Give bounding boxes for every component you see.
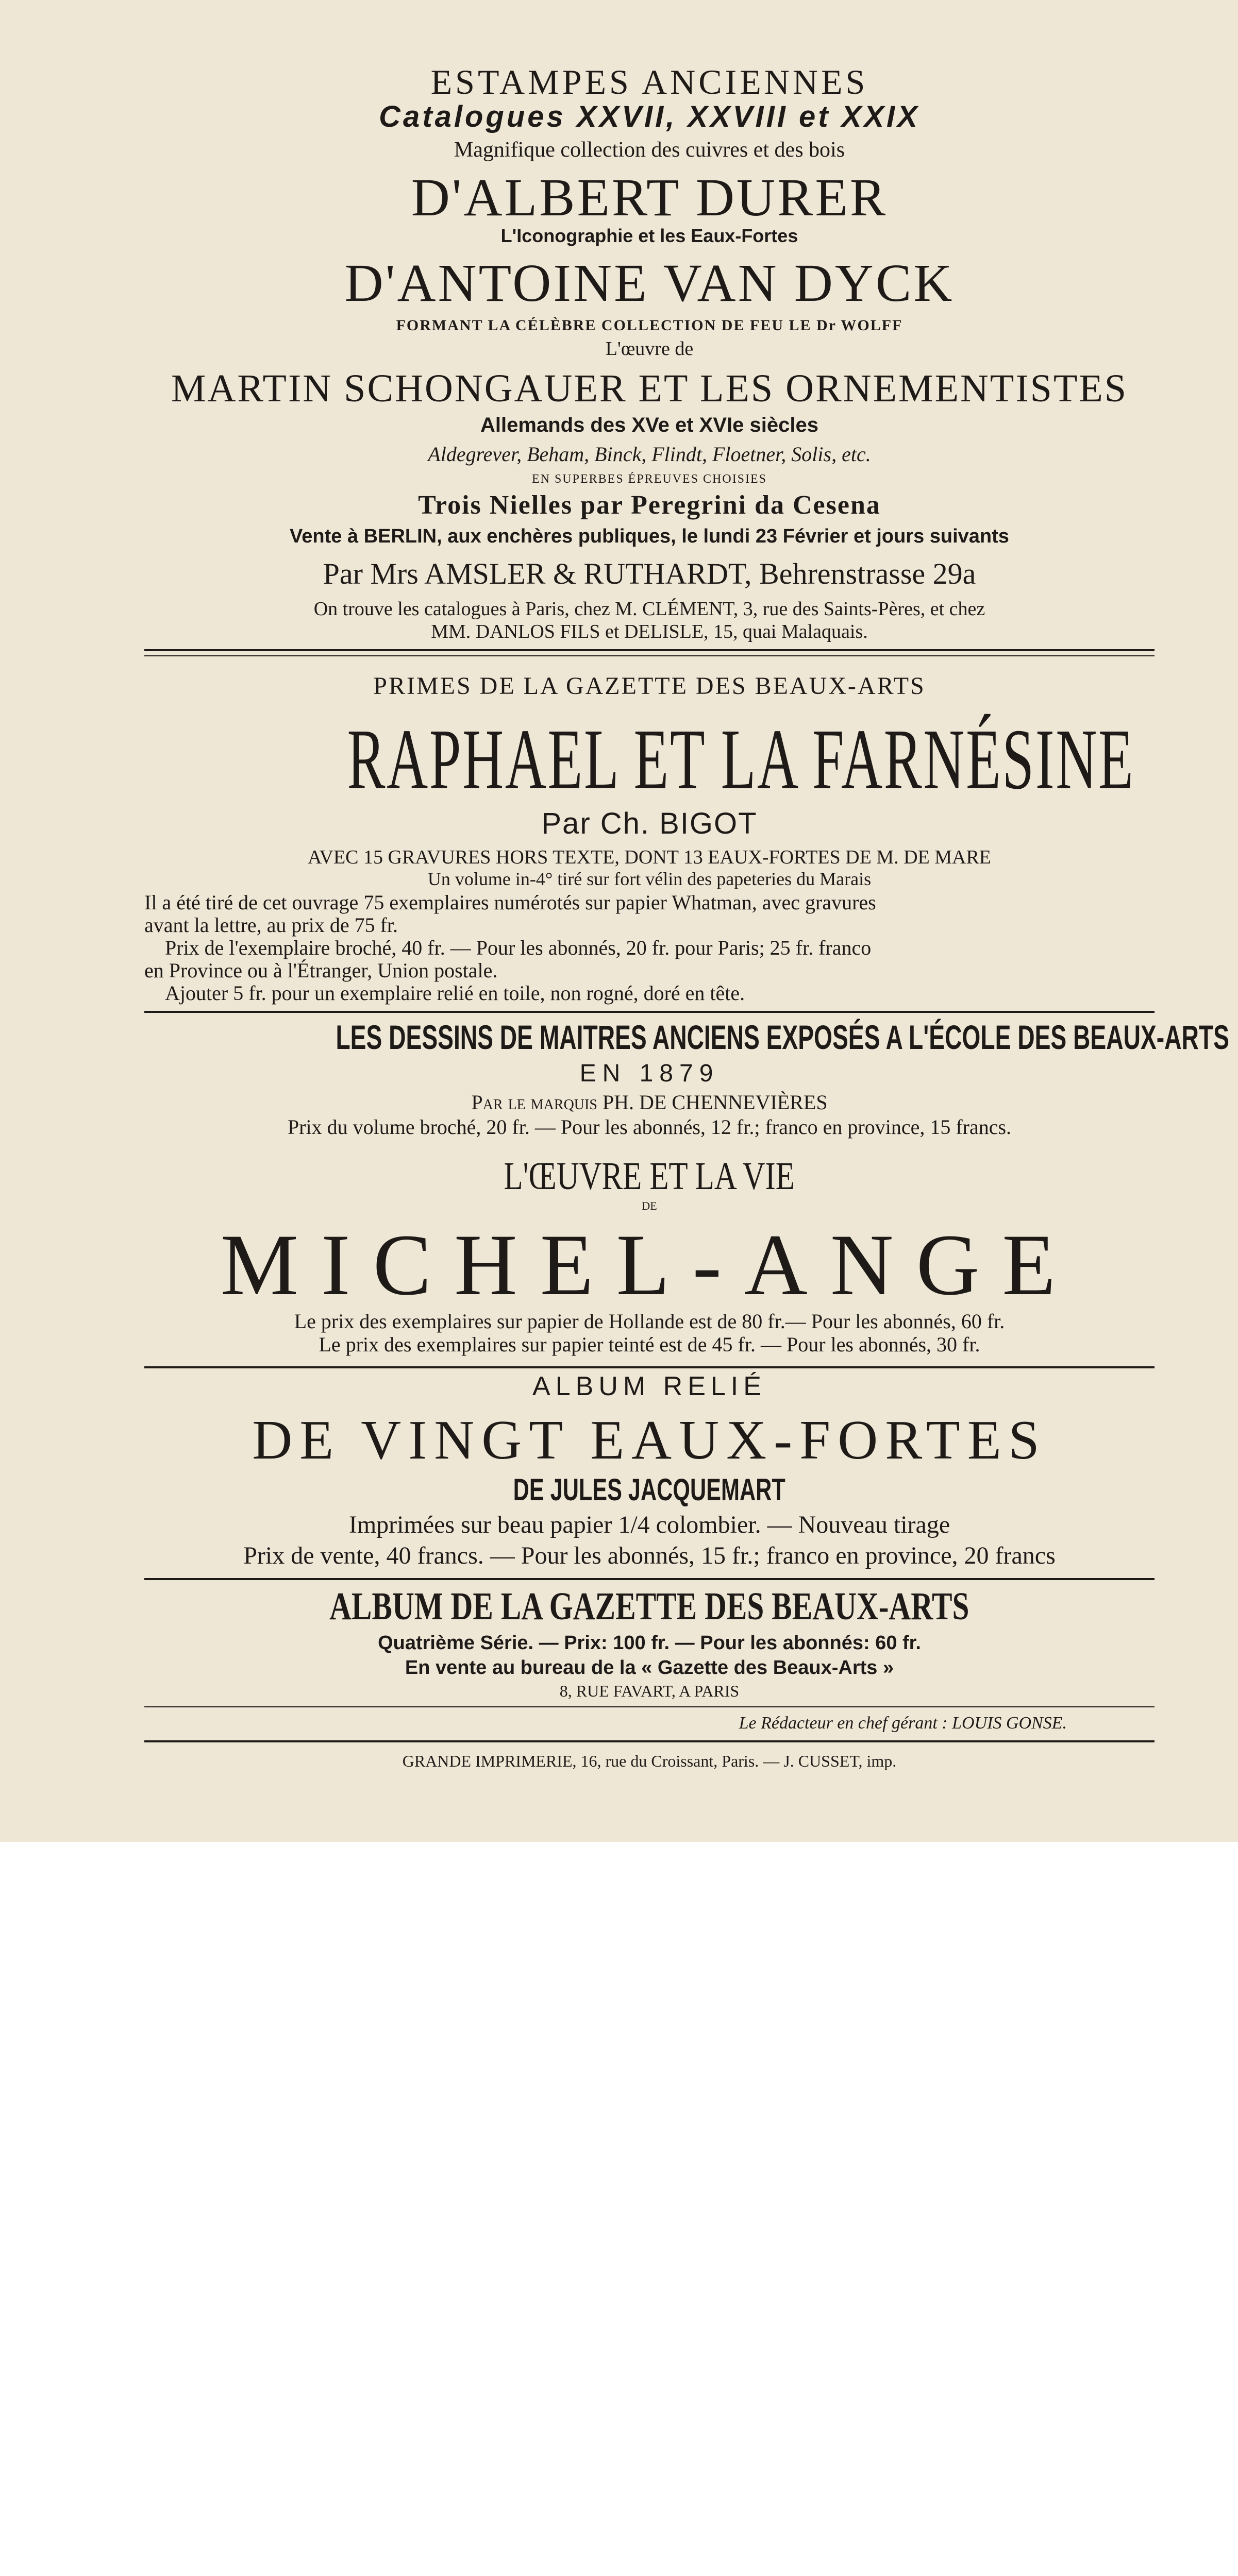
ad4-price-line2: Le prix des exemplaires sur papier teinté est de 45 fr. — Pour les abonnés, 30 fr.: [319, 1333, 980, 1356]
ad1-vente: Vente à BERLIN, aux enchères publiques, le lundi 23 Février et jours suivants: [290, 526, 1009, 547]
ad5-album: ALBUM RELIÉ: [532, 1371, 766, 1401]
ad2-avec: AVEC 15 GRAVURES HORS TEXTE, DONT 13 EAUX-FORTES DE M. DE MARE: [307, 846, 992, 868]
ad2-paragraph3: Ajouter 5 fr. pour un exemplaire relié en toile, non rogné, doré en tête.: [165, 981, 745, 1005]
rule: [144, 1706, 1155, 1707]
ad3-year: EN 1879: [579, 1060, 720, 1087]
ad4-de: DE: [642, 1199, 657, 1212]
ad6-serie: Quatrième Série. — Prix: 100 fr. — Pour les abonnés: 60 fr.: [378, 1632, 921, 1654]
ad2-title: RAPHAEL ET LA FARNÉSINE: [347, 711, 1135, 807]
ad6-title-wrap: [144, 1587, 1155, 1627]
ad1-trouve-line1: On trouve les catalogues à Paris, chez M. CLÉMENT, 3, rue des Saints-Pères, et chez: [313, 598, 985, 620]
ad1-artist-schongauer: MARTIN SCHONGAUER ET LES ORNEMENTISTES: [171, 367, 1128, 410]
ad5-author-wrap: [144, 1472, 1155, 1507]
ad3-by: Par le marquis PH. DE CHENNEVIÈRES: [471, 1091, 828, 1114]
ad4-price-line1: Le prix des exemplaires sur papier de Hollande est de 80 fr.— Pour les abonnés, 60 fr.: [294, 1310, 1005, 1333]
rule: [144, 1740, 1155, 1742]
digitization-footer: [0, 1842, 1238, 1945]
rule: [144, 1011, 1155, 1013]
ad1-artist-durer: D'ALBERT DURER: [411, 168, 888, 227]
ad5-imprimees: Imprimées sur beau papier 1/4 colombier. — Nouveau tirage: [348, 1511, 950, 1538]
imprimerie: GRANDE IMPRIMERIE, 16, rue du Croissant, Paris. — J. CUSSET, imp.: [402, 1752, 897, 1770]
ad1-trouve-line2: MM. DANLOS FILS et DELISLE, 15, quai Malaquais.: [431, 621, 868, 642]
rule: [144, 1366, 1155, 1368]
ad2-paragraph1-line1: Il a été tiré de cet ouvrage 75 exemplaires numérotés sur papier Whatman, avec gravures: [144, 891, 876, 914]
ad2-primes: PRIMES DE LA GAZETTE DES BEAUX-ARTS: [373, 672, 926, 700]
ad3-title: LES DESSINS DE MAITRES ANCIENS EXPOSÉS A L'ÉCOLE DES BEAUX-ARTS: [336, 1018, 1229, 1056]
ad1-superbes: EN SUPERBES ÉPREUVES CHOISIES: [531, 472, 767, 486]
ad6-title: ALBUM DE LA GAZETTE DES BEAUX-ARTS: [329, 1585, 969, 1628]
ad3-price: Prix du volume broché, 20 fr. — Pour les abonnés, 12 fr.; franco en province, 15 francs.: [287, 1115, 1012, 1139]
ad2-paragraph1-line2: avant la lettre, au prix de 75 fr.: [144, 913, 398, 937]
ad4-line1-wrap: [144, 1157, 1155, 1198]
ad1-artist-van-dyck: D'ANTOINE VAN DYCK: [344, 253, 955, 313]
ad4-line1: L'ŒUVRE ET LA VIE: [504, 1155, 795, 1198]
ad1-par: Par Mrs AMSLER & RUTHARDT, Behrenstrasse 29a: [323, 557, 976, 590]
ad1-allemands: Allemands des XVe et XVIe siècles: [480, 414, 818, 436]
ad5-title: DE VINGT EAUX-FORTES: [252, 1410, 1047, 1471]
ad1-names: Aldegrever, Beham, Binck, Flindt, Floetner, Solis, etc.: [428, 443, 871, 466]
ad6-address: 8, RUE FAVART, A PARIS: [559, 1682, 740, 1700]
rule: [144, 649, 1155, 651]
rule: [144, 655, 1155, 656]
ad5-prix: Prix de vente, 40 francs. — Pour les abonnés, 15 fr.; franco en province, 20 francs: [243, 1542, 1056, 1569]
ad2-author: Par Ch. BIGOT: [541, 807, 758, 840]
ad1-oeuvre-de: L'œuvre de: [605, 338, 694, 360]
ad1-title: ESTAMPES ANCIENNES: [430, 62, 868, 101]
ad5-author: DE JULES JACQUEMART: [513, 1472, 786, 1507]
ad1-catalogues: Catalogues XXVII, XXVIII et XXIX: [379, 100, 920, 133]
ad2-paragraph2-line1: Prix de l'exemplaire broché, 40 fr. — Pour les abonnés, 20 fr. pour Paris; 25 fr. franco: [165, 936, 872, 959]
ad4-title: MICHEL-ANGE: [220, 1216, 1079, 1313]
ad2-volume: Un volume in-4° tiré sur fort vélin des papeteries du Marais: [427, 869, 872, 889]
ad1-formant: FORMANT LA CÉLÈBRE COLLECTION DE FEU LE Dr WOLFF: [396, 317, 903, 334]
ad2-title-wrap: [144, 711, 1155, 807]
ad3-title-wrap: [144, 1018, 1229, 1056]
ad1-iconographie: L'Iconographie et les Eaux-Fortes: [500, 225, 798, 246]
redacteur: Le Rédacteur en chef gérant : LOUIS GONSE.: [739, 1714, 1067, 1733]
ad2-paragraph2-line2: en Province ou à l'Étranger, Union postale.: [144, 959, 498, 982]
advertisement-column: [144, 0, 1229, 1842]
rule: [144, 1578, 1155, 1580]
ad1-nielles: Trois Nielles par Peregrini da Cesena: [418, 490, 881, 520]
ad6-vente: En vente au bureau de la « Gazette des Beaux-Arts »: [405, 1657, 894, 1679]
ad1-intro: Magnifique collection des cuivres et des bois: [454, 138, 845, 162]
